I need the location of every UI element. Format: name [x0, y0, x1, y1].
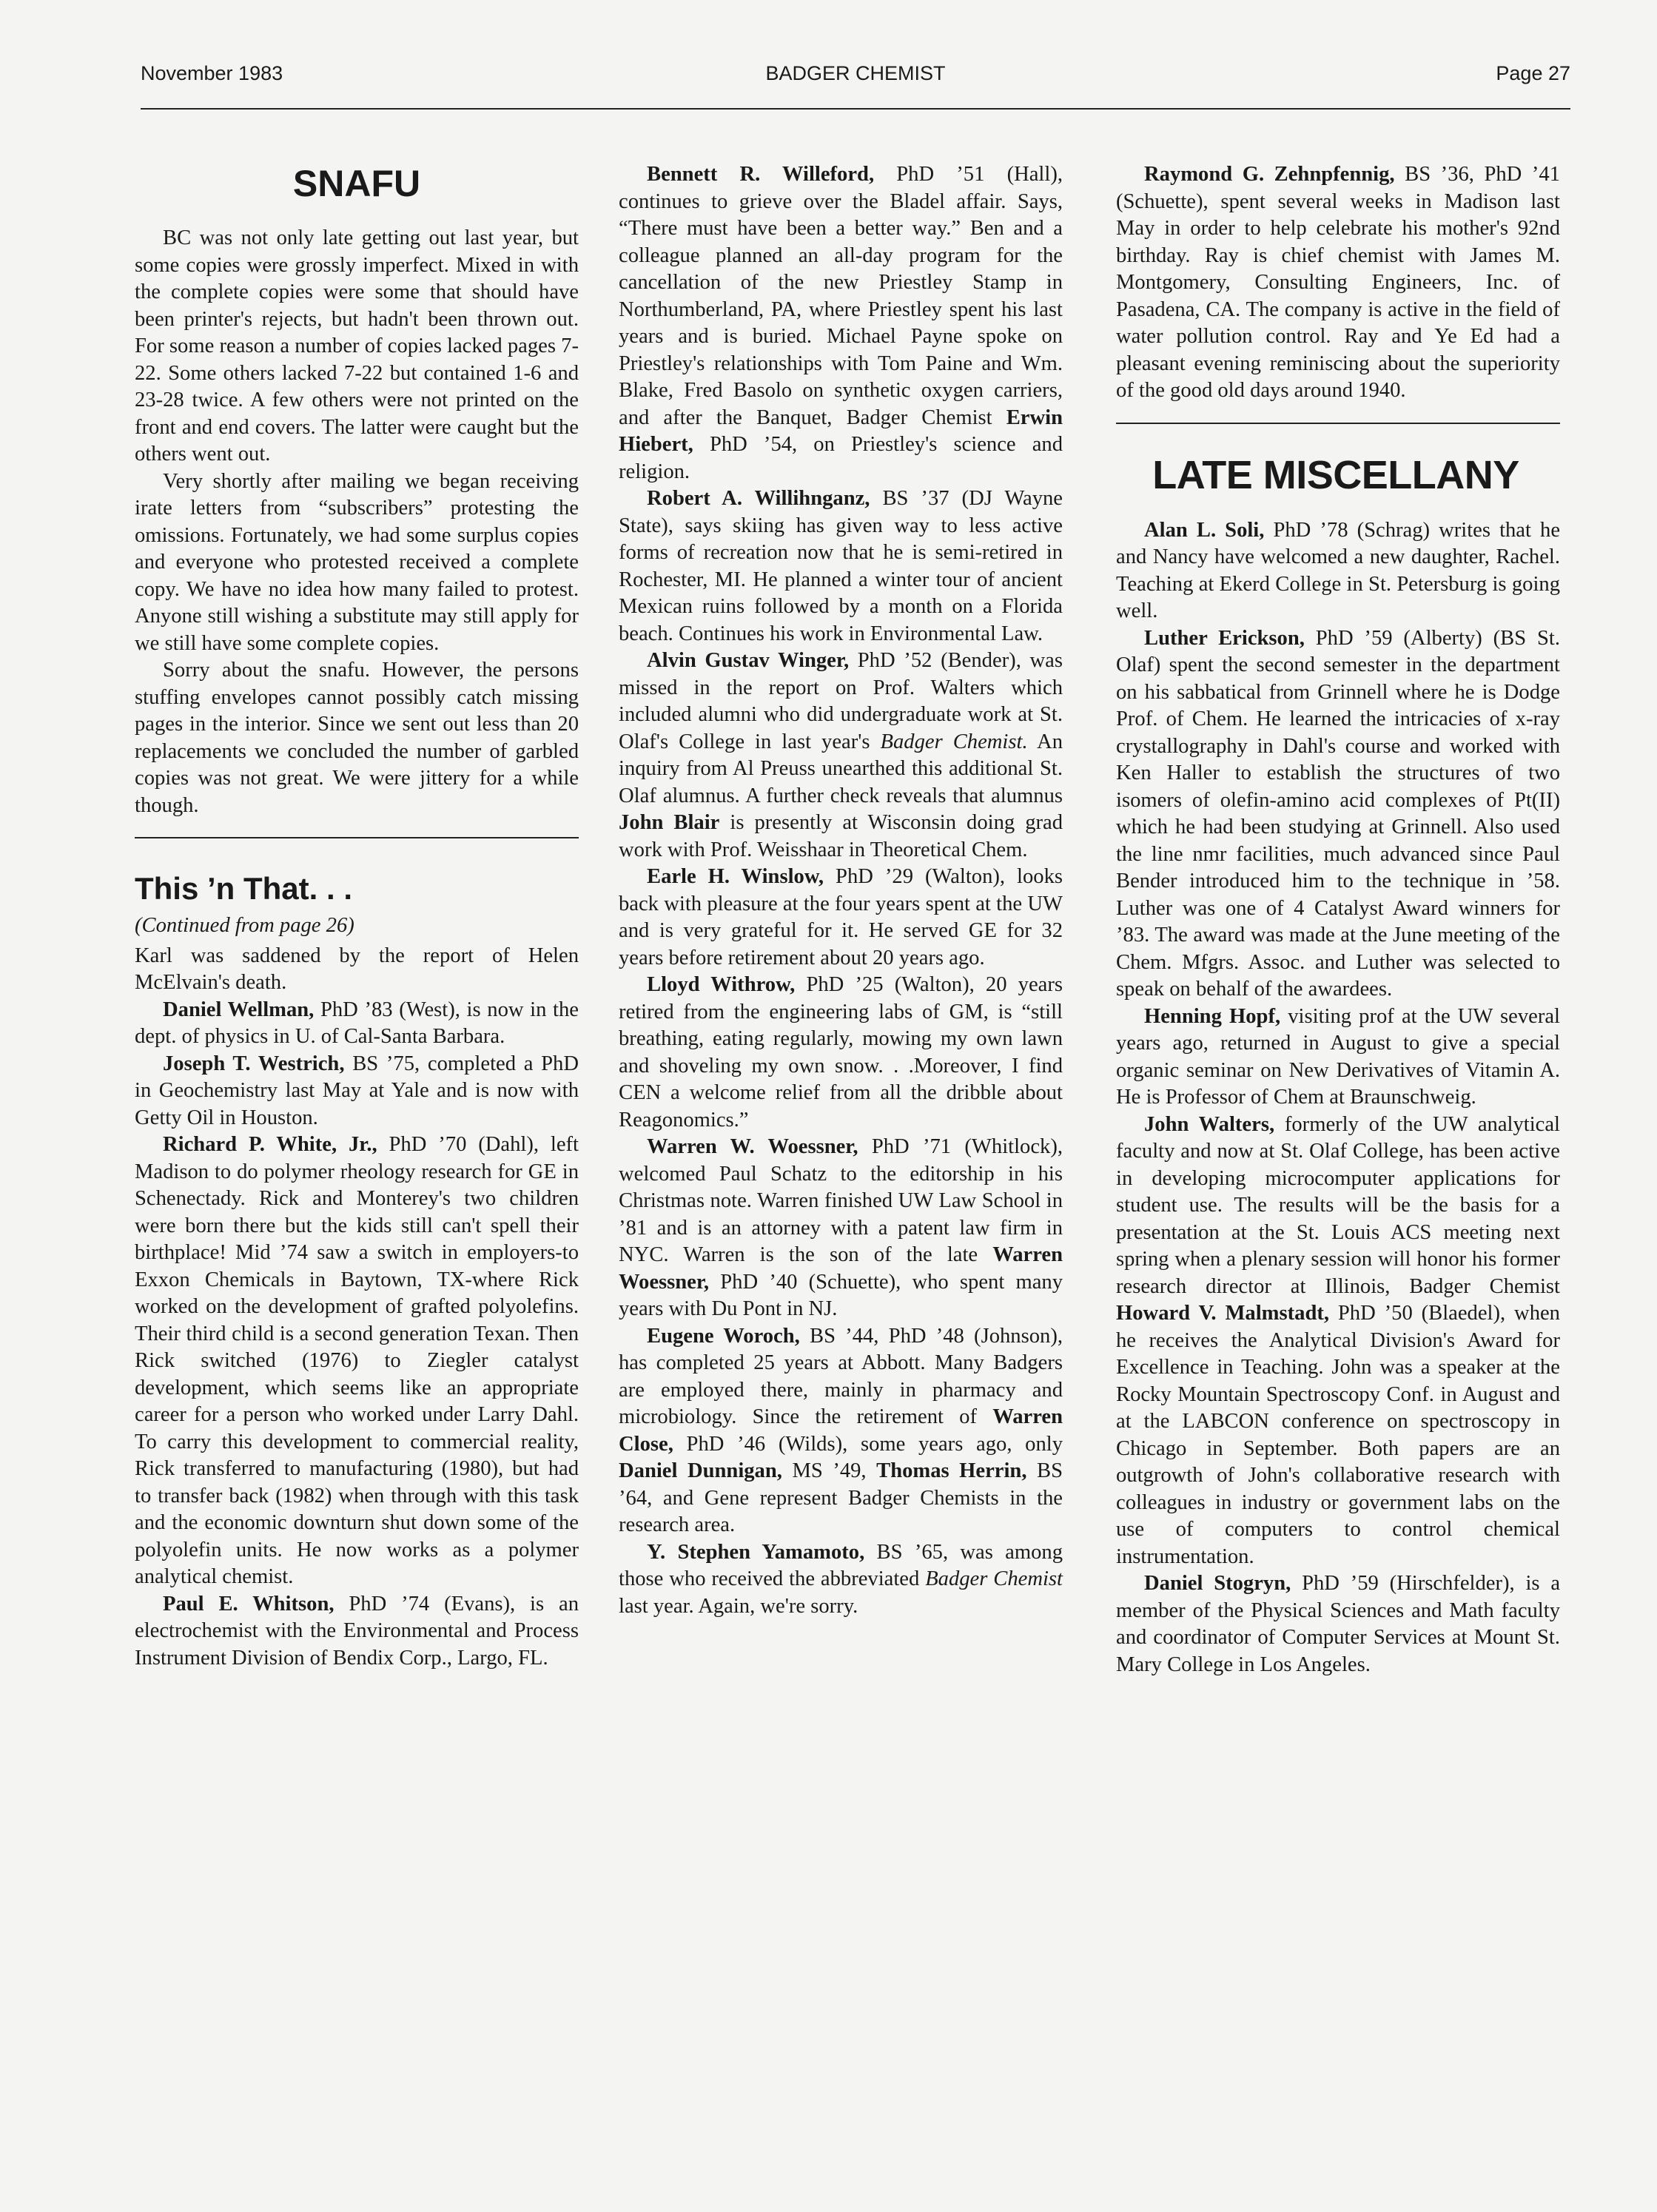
- alumni-entry: Raymond G. Zehnpfennig, BS ’36, PhD ’41 (Schuette), spent several weeks in Madison last May in order to help celebrate his mother's 92nd birthday. Ray is chief chemist with James M. Montgomery, Consulting Engineers, Inc. of Pasadena, CA. The company is active in the field of water pollution control. Ray and Ye Ed had a pleasant evening reminiscing about the superiority of the good old days around 1940.: [1116, 163, 1561, 402]
- alumni-name: Raymond G. Zehnpfennig,: [1144, 163, 1395, 186]
- issue-date: November 1983: [141, 62, 283, 84]
- alumni-entry: Eugene Woroch, BS ’44, PhD ’48 (Johnson), has completed 25 years at Abbott. Many Badgers are employed there, mainly in pharmacy and microbiology. Since the retirement of Warren Close, PhD ’46 (Wilds), some years ago, only Daniel Dunnigan, MS ’49, Thomas Herrin, BS ’64, and Gene represent Badger Chemists in the research area.: [619, 1324, 1063, 1536]
- alumni-entry: Daniel Wellman, PhD ’83 (West), is now in the dept. of physics in U. of Cal-Santa Barbara.: [135, 998, 579, 1048]
- alumni-entry: Y. Stephen Yamamoto, BS ’65, was among those who received the abbreviated Badger Chemist last year. Again, we're sorry.: [619, 1540, 1063, 1618]
- alumni-entry: Luther Erickson, PhD ’59 (Alberty) (BS St. Olaf) spent the second semester in the department on his sabbatical from Grinnell where he is Dodge Prof. of Chem. He learned the intricacies of x-ray crystallography in Dahl's course and worked with Ken Haller to establish the structures of two isomers of olefin-amino acid complexes of Pt(II) which he had been studying at Grinnell. Also used the line nmr facilities, much advanced since Paul Bender introduced him to the technique in ’58. Luther was one of 4 Catalyst Award winners for ’83. The award was made at the June meeting of the Chem. Mfgrs. Assoc. and Luther was selected to speak on behalf of the awardees.: [1116, 626, 1560, 1001]
- alumni-entry: Alvin Gustav Winger, PhD ’52 (Bender), was missed in the report on Prof. Walters which included alumni who did undergraduate work at St. Olaf's College in last year's Badger Chemist. An inquiry from Al Preuss unearthed this additional St. Olaf alumnus. A further check reveals that alumnus John Blair is presently at Wisconsin doing grad work with Prof. Weisshaar in Theoretical Chem.: [619, 649, 1063, 861]
- alumni-entry: Robert A. Willihnganz, BS ’37 (DJ Wayne State), says skiing has given way to less active forms of recreation now that he is semi-retired in Rochester, MI. He planned a winter tour of ancient Mexican ruins followed by a month on a Florida beach. Continues his work in Environmental Law.: [619, 487, 1063, 645]
- this-n-that-heading: This ’n That. . .: [135, 871, 352, 906]
- alumni-name: Luther Erickson,: [1144, 626, 1305, 650]
- publication-title: BADGER CHEMIST: [765, 62, 946, 84]
- section-divider: [1116, 423, 1560, 424]
- page-header: [141, 62, 1570, 92]
- column-2: [619, 161, 1063, 1620]
- section-divider: [135, 837, 579, 838]
- column-1: [135, 161, 579, 1672]
- alumni-name: Warren W. Woessner,: [647, 1135, 858, 1158]
- snafu-paragraph: BC was not only late getting out last year, but some copies were grossly imperfect. Mixed in with the complete copies were some that should have been printer's rejects, but hadn't been thrown out. For some reason a number of copies lacked pages 7-22. Some others lacked 7-22 but contained 1-6 and 23-28 twice. A few others were not printed on the front and end covers. The latter were caught but the others went out.: [135, 226, 579, 465]
- alumni-entry: Warren W. Woessner, PhD ’71 (Whitlock), welcomed Paul Schatz to the editorship in his Christmas note. Warren finished UW Law School in ’81 and is an attorney with a patent law firm in NYC. Warren is the son of the late Warren Woessner, PhD ’40 (Schuette), who spent many years with Du Pont in NJ.: [619, 1135, 1063, 1320]
- alumni-name: Henning Hopf,: [1144, 1004, 1281, 1028]
- alumni-name: Joseph T. Westrich,: [163, 1052, 345, 1075]
- alumni-entry: Alan L. Soli, PhD ’78 (Schrag) writes that he and Nancy have welcomed a new daughter, Rachel. Teaching at Ekerd College in St. Petersburg is going well.: [1116, 518, 1561, 622]
- alumni-entry: Henning Hopf, visiting prof at the UW several years ago, returned in August to give a special organic seminar on New Derivatives of Vitamin A. He is Professor of Chem at Braunschweig.: [1116, 1004, 1560, 1109]
- alumni-name: Y. Stephen Yamamoto,: [647, 1540, 865, 1564]
- alumni-name: Lloyd Withrow,: [647, 973, 796, 996]
- alumni-entry: Earle H. Winslow, PhD ’29 (Walton), looks back with pleasure at the four years spent at the UW and is very grateful for it. He served GE for 32 years before retirement about 20 years ago.: [619, 865, 1063, 969]
- alumni-entry: John Walters, formerly of the UW analytical faculty and now at St. Olaf College, has been active in developing microcomputer applications for student use. The results will be the basis for a presentation at the St. Louis ACS meeting next spring when a plenary session will honor his former research director at Illinois, Badger Chemist Howard V. Malmstadt, PhD ’50 (Blaedel), when he receives the Analytical Division's Award for Excellence in Teaching. John was a speaker at the Rocky Mountain Spectroscopy Conf. in August and at the LABCON conference on spectroscopy in Chicago in September. Both papers are an outgrowth of John's collaborative research with colleagues in industry or government labs on the use of computers to control chemical instrumentation.: [1116, 1112, 1560, 1568]
- alumni-entry: Richard P. White, Jr., PhD ’70 (Dahl), left Madison to do polymer rheology research for GE in Schenectady. Rick and Monterey's two children were born there but the kids still can't spell their birthplace! Mid ’74 saw a switch in employers-to Exxon Chemicals in Baytown, TX-where Rick worked on the development of grafted polyolefins. Their third child is a second generation Texan. Then Rick switched (1976) to Ziegler catalyst development, which seems like an appropriate career for a person who worked under Larry Dahl. To carry this development to commercial reality, Rick transferred to manufacturing (1980), but had to transfer back (1982) when through with this task and the economic downturn shut down some of the polyolefin units. He now works as a polymer analytical chemist.: [135, 1133, 579, 1588]
- alumni-name: Richard P. White, Jr.,: [163, 1133, 377, 1156]
- snafu-paragraph: Very shortly after mailing we began receiving irate letters from “subscribers” protesting the omissions. Fortunately, we had some surplus copies and everyone who protested received a complete copy. We have no idea how many failed to protest. Anyone still wishing a substitute may still apply for we still have some complete copies.: [135, 469, 579, 655]
- alumni-name: Robert A. Willihnganz,: [647, 487, 870, 510]
- page-number: Page 27: [1496, 62, 1570, 84]
- alumni-entry: Bennett R. Willeford, PhD ’51 (Hall), continues to grieve over the Bladel affair. Says, “There must have been a better way.” Ben and a colleague planned an all-day program for the cancellation of the new Priestley Stamp in Northumberland, PA, where Priestley spent his last years and is buried. Michael Payne spoke on Priestley's relationships with Tom Paine and Wm. Blake, Fred Basolo on synthetic oxygen carriers, and after the Banquet, Badger Chemist Erwin Hiebert, PhD ’54, on Priestley's science and religion.: [619, 163, 1063, 483]
- snafu-heading: SNAFU: [292, 163, 421, 204]
- alumni-name: Earle H. Winslow,: [647, 865, 824, 888]
- column-3: [1116, 161, 1560, 1678]
- alumni-entry: Paul E. Whitson, PhD ’74 (Evans), is an electrochemist with the Environmental and Process Instrument Division of Bendix Corp., Largo, FL.: [135, 1592, 579, 1670]
- alumni-entry: Joseph T. Westrich, BS ’75, completed a PhD in Geochemistry last May at Yale and is now with Getty Oil in Houston.: [135, 1052, 579, 1129]
- alumni-name: Daniel Stogryn,: [1144, 1572, 1291, 1595]
- alumni-name: John Walters,: [1144, 1112, 1275, 1136]
- alumni-entry: Lloyd Withrow, PhD ’25 (Walton), 20 years retired from the engineering labs of GM, is “still breathing, eating regularly, mowing my own lawn and shoveling my own snow. . .Moreover, I find CEN a welcome relief from all the dribble about Reagonomics.”: [619, 973, 1063, 1132]
- alumni-name: Eugene Woroch,: [647, 1324, 800, 1348]
- alumni-name: Bennett R. Willeford,: [647, 163, 875, 186]
- alumni-name: Alvin Gustav Winger,: [647, 649, 850, 672]
- intro-paragraph: Karl was saddened by the report of Helen McElvain's death.: [135, 944, 579, 994]
- snafu-paragraph: Sorry about the snafu. However, the persons stuffing envelopes cannot possibly catch missing pages in the interior. Since we sent out less than 20 replacements we concluded the number of garbled copies was not great. We were jittery for a while though.: [135, 659, 579, 817]
- alumni-name: Alan L. Soli,: [1144, 518, 1265, 542]
- alumni-name: Paul E. Whitson,: [163, 1592, 335, 1616]
- alumni-entry: Daniel Stogryn, PhD ’59 (Hirschfelder), is a member of the Physical Sciences and Math faculty and coordinator of Computer Services at Mount St. Mary College in Los Angeles.: [1116, 1572, 1561, 1676]
- continued-note: (Continued from page 26): [135, 914, 354, 937]
- header-rule: [141, 108, 1570, 110]
- late-miscellany-heading: LATE MISCELLANY: [1152, 452, 1519, 497]
- alumni-name: Daniel Wellman,: [163, 998, 315, 1021]
